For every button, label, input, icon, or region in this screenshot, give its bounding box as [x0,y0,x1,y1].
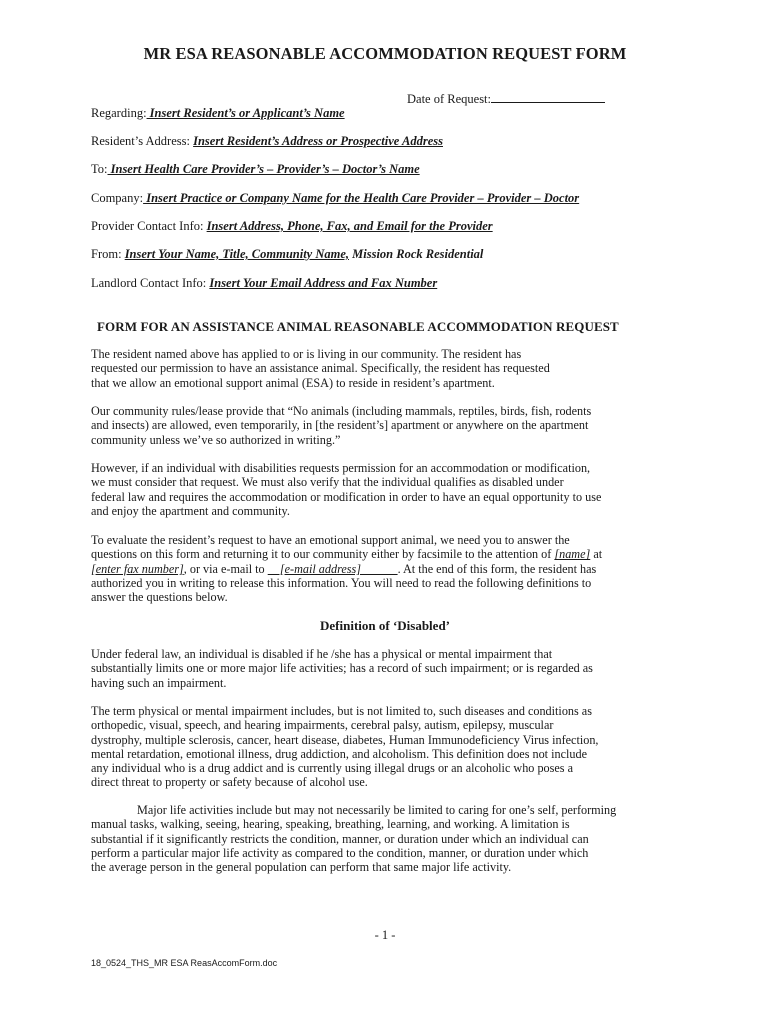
paragraph-rules [91,404,687,447]
field-address [91,134,443,149]
field-tail: Mission Rock Residential [349,247,484,261]
field-label: Landlord Contact Info: [91,276,210,290]
field-value[interactable]: Insert Address, Phone, Fax, and Email for the Provider [206,219,493,233]
field-regarding [91,106,345,121]
text-line: direct threat to property or safety because of alcohol use. [91,775,368,790]
field-label: From: [91,247,125,261]
field-provider-contact [91,219,493,234]
text-segment: at [590,547,603,562]
field-label: Provider Contact Info: [91,219,207,233]
paragraph-impairment [91,704,687,790]
paragraph-intro [91,347,687,390]
field-label: Resident’s Address: [91,134,194,148]
name-placeholder[interactable]: [name] [554,547,591,562]
field-label: Regarding: [91,106,147,120]
footer-filename: 18_0524_THS_MR ESA ReasAccomForm.doc [91,958,278,968]
text-line: and insects) are allowed, even temporarily, in [the resident’s] apartment or anywhere on the apartment [91,418,589,433]
text-line: the average person in the general population can perform that same major life activity. [91,860,512,875]
field-value[interactable]: Insert Resident’s Address or Prospective Address [193,134,443,148]
text-line: authorized you in writing to release this information. You will need to read the following definitions to [91,575,592,590]
text-segment: questions on this form and returning it to our community either by facsimile to the attention of [91,547,555,562]
page-title: MR ESA REASONABLE ACCOMMODATION REQUEST FORM [143,44,627,63]
text-line: perform a particular major life activity as compared to the condition, manner, or duration under which [91,845,589,860]
field-value[interactable]: Insert Practice or Company Name for the Health Care Provider – Provider – Doctor [143,191,580,205]
text-line: mental retardation, emotional illness, drug addiction, and alcoholism. This definition does not include [91,746,587,761]
field-landlord-contact [91,276,437,291]
field-from [91,247,483,262]
text-line [91,547,687,561]
text-line: orthopedic, visual, speech, and hearing impairments, cerebral palsy, autism, epilepsy, muscular [91,718,554,733]
text-line: that we allow an emotional support animal (ESA) to reside in resident’s apartment. [91,375,495,390]
date-label: Date of Request: [407,92,492,106]
field-to [91,162,420,177]
text-line: requested our permission to have an assistance animal. Specifically, the resident has requested [91,361,550,376]
text-line: The resident named above has applied to or is living in our community. The resident has [91,347,522,361]
field-label: Company: [91,191,144,205]
text-line: substantially limits one or more major life activities; has a record of such impairment; or is regarded as [91,661,593,676]
text-line: To evaluate the resident’s request to have an emotional support animal, we need you to answer the [91,533,570,547]
date-of-request [407,91,605,107]
field-company [91,191,579,206]
page-number: - 1 - [374,928,396,942]
field-value[interactable]: Insert Your Name, Title, Community Name, [124,247,350,261]
text-segment: . At the end of this form, the resident has [397,561,597,576]
text-line: However, if an individual with disabilities requests permission for an accommodation or modification, [91,461,591,475]
paragraph-instructions [91,533,687,604]
email-placeholder[interactable]: [e-mail address] [267,561,398,576]
paragraph-life-activities [91,803,687,874]
text-line: substantial if it significantly restricts the condition, manner, or duration under which an individual can [91,831,589,846]
paragraph-verification [91,461,687,518]
text-line: federal law and requires the accommodation or modification in order to have an equal opportunity to use [91,489,602,504]
text-line: having such an impairment. [91,675,227,690]
text-line: The term physical or mental impairment includes, but is not limited to, such diseases and conditions as [91,704,592,718]
text-line: and enjoy the apartment and community. [91,503,290,518]
text-line: dystrophy, multiple sclerosis, cancer, heart disease, diabetes, Human Immunodeficiency Virus infection, [91,732,599,747]
field-value[interactable]: Insert Health Care Provider’s – Provider’s – Doctor’s Name [107,162,420,176]
text-line: we must consider that request. We must also verify that the individual qualifies as disabled under [91,475,564,490]
text-line: Our community rules/lease provide that “No animals (including mammals, reptiles, birds, fish, rodents [91,404,592,418]
section-heading: FORM FOR AN ASSISTANCE ANIMAL REASONABLE ACCOMMODATION REQUEST [97,319,619,334]
date-blank[interactable] [491,91,605,103]
text-line: manual tasks, walking, seeing, hearing, speaking, breathing, learning, and working. A limitation is [91,817,570,832]
text-line: any individual who is a drug addict and is currently using illegal drugs or an alcoholic who poses a [91,761,573,776]
text-line [91,562,687,576]
text-line: Major life activities include but may not necessarily be limited to caring for one’s self, performing [137,803,617,817]
field-value[interactable]: Insert Your Email Address and Fax Number [209,276,438,290]
text-line: Under federal law, an individual is disabled if he /she has a physical or mental impairment that [91,647,553,661]
text-line: community unless we’ve so authorized in writing.” [91,432,341,447]
fax-placeholder[interactable]: [enter fax number] [91,561,184,576]
definition-heading: Definition of ‘Disabled’ [320,618,450,633]
paragraph-definition [91,647,687,690]
field-value[interactable]: Insert Resident’s or Applicant’s Name [146,106,345,120]
text-line: answer the questions below. [91,590,228,605]
text-segment: , or via e-mail to [183,561,268,576]
field-label: To: [91,162,108,176]
